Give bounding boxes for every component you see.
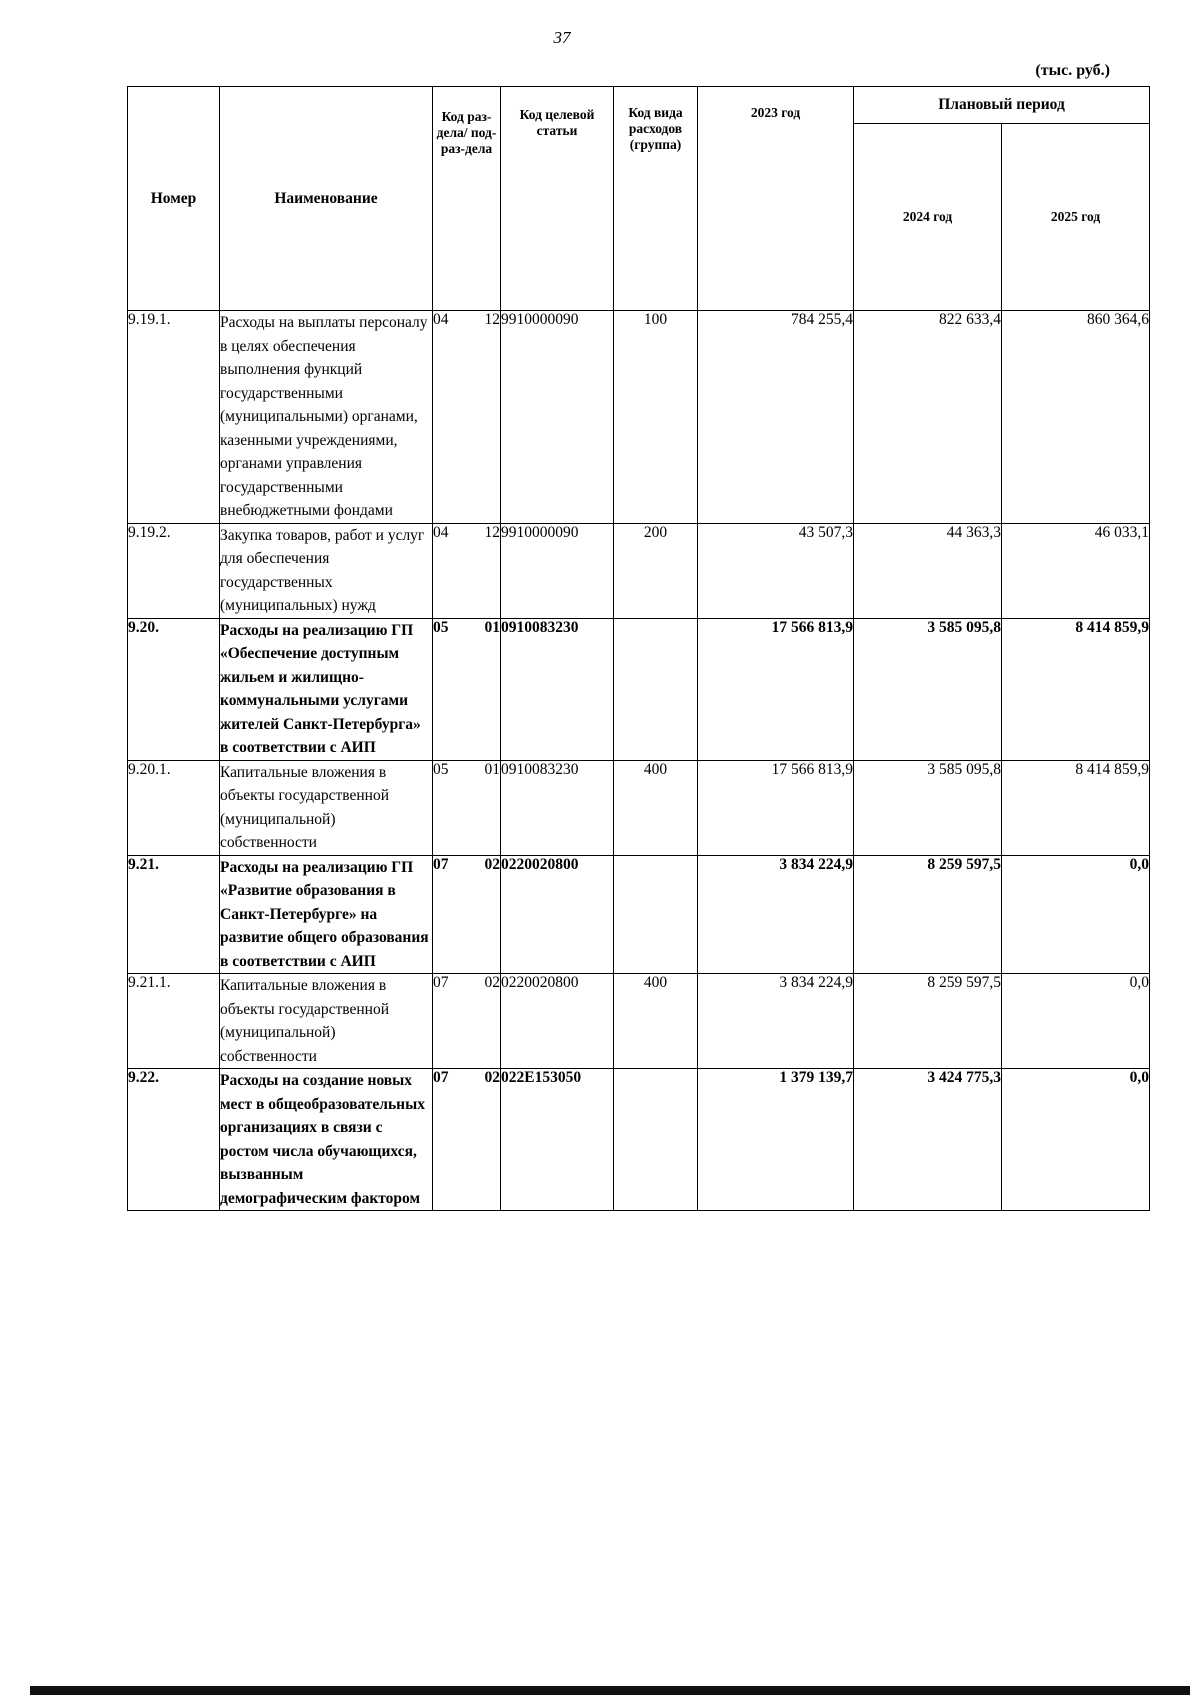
table-row: [128, 523, 1150, 618]
table-row: [128, 974, 1150, 1069]
units-label: (тыс. руб.): [1035, 62, 1110, 79]
row-amount-2025: 860 364,6: [1002, 311, 1150, 524]
row-number: 9.20.: [128, 618, 220, 760]
row-name: Расходы на реализацию ГП «Развитие образования в Санкт-Петербурге» на развитие общего образования в соответствии с АИП: [220, 855, 433, 974]
row-expense-type: [614, 1069, 698, 1211]
row-name: Расходы на создание новых мест в общеобразовательных организациях в связи с ростом числа обучающихся, вызванным демографическим фактором: [220, 1069, 433, 1211]
row-section-code: [433, 855, 501, 974]
footer-bar: [30, 1686, 1190, 1695]
section-code: 07: [433, 855, 449, 873]
subsection-code: 02: [484, 1069, 500, 1086]
row-number: 9.19.1.: [128, 311, 220, 524]
budget-table: [127, 86, 1150, 1211]
row-section-code: [433, 974, 501, 1069]
section-code: 05: [433, 760, 449, 778]
row-amount-2025: 8 414 859,9: [1002, 760, 1150, 855]
header-year-2023: 2023 год: [698, 87, 854, 311]
table-row: [128, 760, 1150, 855]
subsection-code: 02: [484, 974, 500, 991]
row-number: 9.20.1.: [128, 760, 220, 855]
row-target-code: 0910083230: [501, 618, 614, 760]
header-planned-period: Плановый период: [854, 87, 1150, 124]
row-target-code: 0220020800: [501, 855, 614, 974]
row-amount-2024: 3 585 095,8: [854, 618, 1002, 760]
row-expense-type: 100: [614, 311, 698, 524]
subsection-code: 01: [484, 618, 500, 636]
row-section-code: [433, 311, 501, 524]
header-number: Номер: [128, 87, 220, 311]
row-amount-2024: 3 585 095,8: [854, 760, 1002, 855]
row-amount-2025: 8 414 859,9: [1002, 618, 1150, 760]
row-amount-2023: 784 255,4: [698, 311, 854, 524]
row-section-code: [433, 1069, 501, 1211]
header-year-2025: 2025 год: [1002, 124, 1150, 311]
row-name: Закупка товаров, работ и услуг для обеспечения государственных (муниципальных) нужд: [220, 523, 433, 618]
row-number: 9.21.1.: [128, 974, 220, 1069]
row-section-code: [433, 618, 501, 760]
row-target-code: 0220020800: [501, 974, 614, 1069]
row-amount-2024: 3 424 775,3: [854, 1069, 1002, 1211]
row-amount-2024: 44 363,3: [854, 523, 1002, 618]
table-row: [128, 1069, 1150, 1211]
row-amount-2023: 3 834 224,9: [698, 974, 854, 1069]
section-code: 05: [433, 618, 449, 636]
row-name: Расходы на реализацию ГП «Обеспечение доступным жильем и жилищно-коммунальными услугами жителей Санкт-Петербурга» в соответствии с АИП: [220, 618, 433, 760]
page-number: 37: [553, 28, 571, 47]
row-amount-2023: 17 566 813,9: [698, 618, 854, 760]
section-code: 07: [433, 974, 449, 991]
table-row: [128, 855, 1150, 974]
row-expense-type: [614, 855, 698, 974]
subsection-code: 12: [484, 523, 500, 541]
subsection-code: 01: [484, 760, 500, 778]
row-name: Капитальные вложения в объекты государственной (муниципальной) собственности: [220, 974, 433, 1069]
row-amount-2024: 8 259 597,5: [854, 974, 1002, 1069]
row-amount-2025: 46 033,1: [1002, 523, 1150, 618]
row-expense-type: 400: [614, 760, 698, 855]
row-section-code: [433, 760, 501, 855]
row-target-code: 022Е153050: [501, 1069, 614, 1211]
row-amount-2025: 0,0: [1002, 1069, 1150, 1211]
row-expense-type: 200: [614, 523, 698, 618]
header-target: Код целевой статьи: [501, 87, 614, 311]
header-section: Код раз-дела/ под-раз-дела: [433, 87, 501, 311]
row-target-code: 9910000090: [501, 311, 614, 524]
row-section-code: [433, 523, 501, 618]
row-amount-2024: 822 633,4: [854, 311, 1002, 524]
section-code: 04: [433, 311, 449, 328]
row-expense-type: 400: [614, 974, 698, 1069]
row-expense-type: [614, 618, 698, 760]
table-row: [128, 618, 1150, 760]
row-amount-2023: 17 566 813,9: [698, 760, 854, 855]
row-number: 9.22.: [128, 1069, 220, 1211]
row-amount-2023: 1 379 139,7: [698, 1069, 854, 1211]
subsection-code: 02: [484, 855, 500, 873]
row-amount-2025: 0,0: [1002, 974, 1150, 1069]
row-amount-2025: 0,0: [1002, 855, 1150, 974]
row-amount-2023: 43 507,3: [698, 523, 854, 618]
row-name: Капитальные вложения в объекты государственной (муниципальной) собственности: [220, 760, 433, 855]
header-name: Наименование: [220, 87, 433, 311]
header-expense-type: Код вида расходов (группа): [614, 87, 698, 311]
row-amount-2023: 3 834 224,9: [698, 855, 854, 974]
table-row: [128, 311, 1150, 524]
section-code: 07: [433, 1069, 449, 1086]
row-name: Расходы на выплаты персоналу в целях обеспечения выполнения функций государственными (муниципальными) органами, казенными учреждениями, органами управления государственными внебюджетными фондами: [220, 311, 433, 524]
row-amount-2024: 8 259 597,5: [854, 855, 1002, 974]
section-code: 04: [433, 523, 449, 541]
row-number: 9.21.: [128, 855, 220, 974]
row-number: 9.19.2.: [128, 523, 220, 618]
row-target-code: 0910083230: [501, 760, 614, 855]
subsection-code: 12: [484, 311, 500, 328]
row-target-code: 9910000090: [501, 523, 614, 618]
header-year-2024: 2024 год: [854, 124, 1002, 311]
